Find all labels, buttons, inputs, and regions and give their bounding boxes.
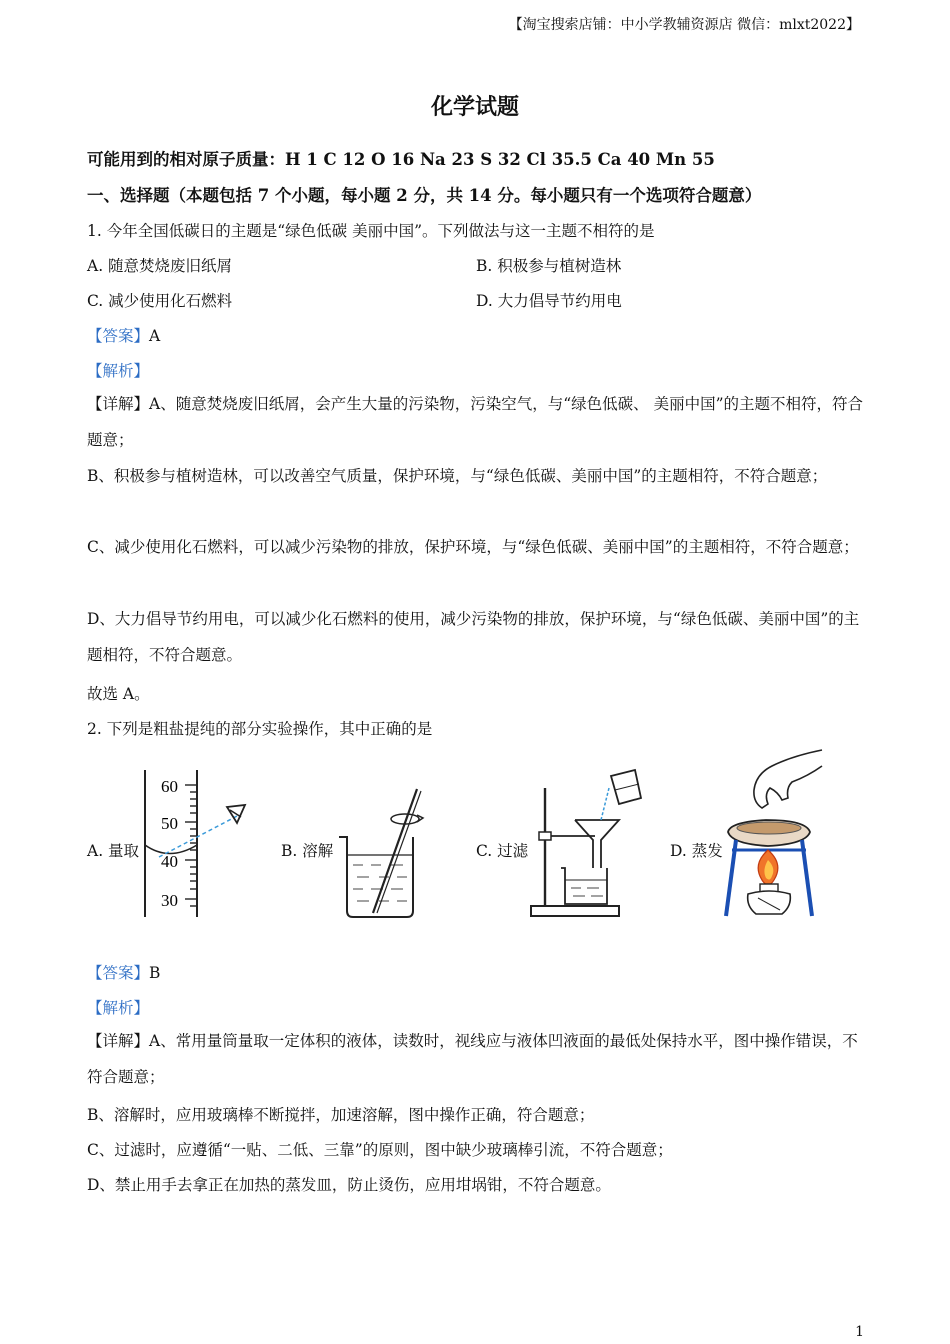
tick-label-40: 40 [161, 852, 178, 871]
q1-option-a: A. 随意焚烧废旧纸屑 [87, 257, 233, 275]
detail-text: A、常用量筒量取一定体积的液体，读数时，视线应与液体凹液面的最低处保持水平，图中操作错误，不符合题意； [87, 1032, 858, 1086]
tick-label-60: 60 [161, 777, 178, 796]
atomic-masses: 可能用到的相对原子质量：H 1 C 12 O 16 Na 23 S 32 Cl 35.5 Ca 40 Mn 55 [87, 150, 715, 169]
q2-answer [87, 961, 160, 983]
q1-option-d: D. 大力倡导节约用电 [476, 292, 622, 310]
q2-detail-b: B、溶解时，应用玻璃棒不断搅拌，加速溶解，图中操作正确，符合题意； [87, 1106, 595, 1124]
tick-label-50: 50 [161, 814, 178, 833]
header-note: 【淘宝搜索店铺：中小学教辅资源店 微信：mlxt2022】 [508, 17, 860, 33]
q1-detail-a [87, 386, 865, 458]
answer-tag: 【答案】 [87, 327, 150, 345]
figure-a-label: A. 量取 [87, 842, 140, 860]
beaker-stirring-icon [333, 785, 433, 925]
detail-tag: 【详解】 [87, 1032, 150, 1050]
q1-conclusion: 故选 A。 [87, 685, 150, 703]
filtration-apparatus-icon [525, 768, 645, 923]
page-title: 化学试题 [430, 94, 519, 120]
question-2-stem: 2. 下列是粗盐提纯的部分实验操作，其中正确的是 [87, 720, 433, 738]
figure-b-label: B. 溶解 [281, 842, 334, 860]
graduated-cylinder-icon [135, 765, 255, 925]
question-1-stem: 1. 今年全国低碳日的主题是“绿色低碳 美丽中国”。下列做法与这一主题不相符的是 [87, 222, 655, 240]
q2-analysis-tag: 【解析】 [87, 999, 150, 1017]
q1-analysis-tag: 【解析】 [87, 362, 150, 380]
answer-value: B [149, 964, 161, 982]
answer-value: A [149, 327, 161, 345]
q1-detail-c: C、减少使用化石燃料，可以减少污染物的排放，保护环境，与“绿色低碳、美丽中国”的主题相符，不符合题意； [87, 538, 859, 556]
figure-d-label: D. 蒸发 [670, 842, 723, 860]
q2-detail-a [87, 1023, 865, 1095]
q2-detail-d: D、禁止用手去拿正在加热的蒸发皿，防止烫伤，应用坩埚钳，不符合题意。 [87, 1176, 611, 1194]
q2-detail-c: C、过滤时，应遵循“一贴、二低、三靠”的原则，图中缺少玻璃棒引流，不符合题意； [87, 1141, 673, 1159]
evaporating-dish-icon [722, 748, 832, 923]
section-heading: 一、选择题（本题包括 7 个小题，每小题 2 分，共 14 分。每小题只有一个选项符合题意） [87, 186, 762, 205]
answer-tag: 【答案】 [87, 964, 150, 982]
tick-label-30: 30 [161, 891, 178, 910]
q1-option-c: C. 减少使用化石燃料 [87, 292, 233, 310]
q1-option-b: B. 积极参与植树造林 [476, 257, 622, 275]
q1-detail-d: D、大力倡导节约用电，可以减少化石燃料的使用，减少污染物的排放，保护环境，与“绿色低碳、美丽中国”的主题相符，不符合题意。 [87, 610, 860, 664]
q1-detail-b: B、积极参与植树造林，可以改善空气质量，保护环境，与“绿色低碳、美丽中国”的主题相符，不符合题意； [87, 467, 828, 485]
detail-tag: 【详解】 [87, 395, 150, 413]
detail-text: A、随意焚烧废旧纸屑，会产生大量的污染物，污染空气，与“绿色低碳、 美丽中国”的主题不相符，符合题意； [87, 395, 863, 449]
page-number: 1 [855, 1324, 864, 1340]
figure-c-label: C. 过滤 [476, 842, 529, 860]
q1-answer [87, 324, 160, 346]
